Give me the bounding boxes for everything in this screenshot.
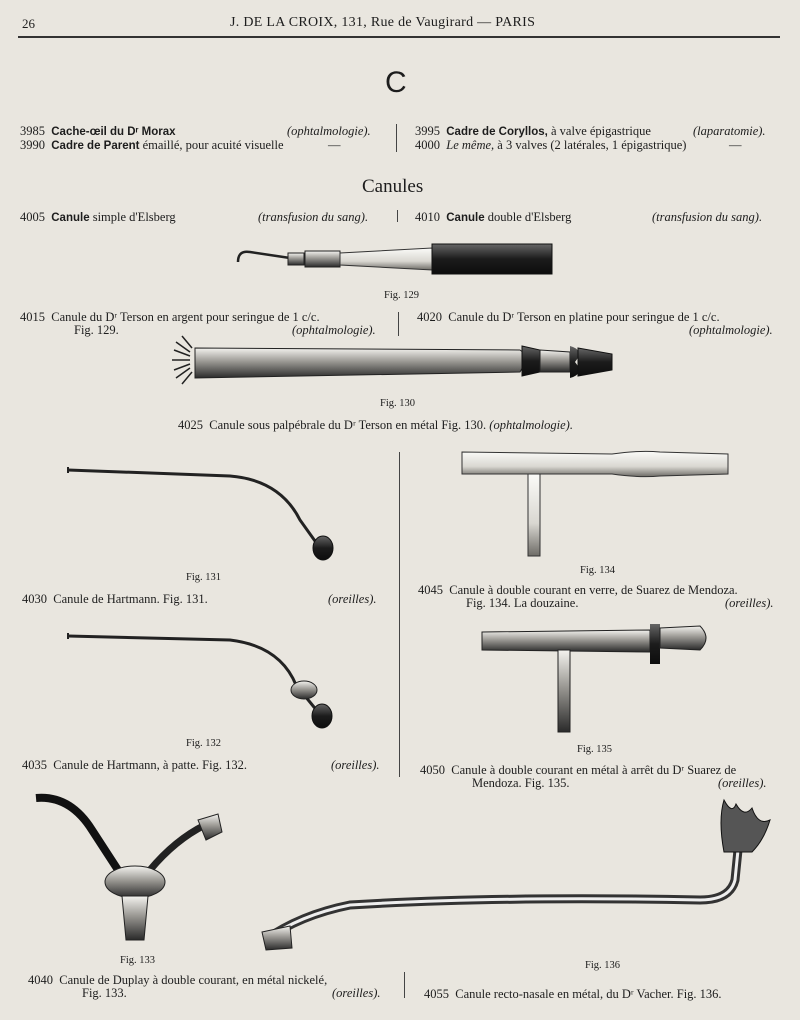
publisher-header: J. DE LA CROIX, 131, Rue de Vaugirard — PARIS — [230, 15, 536, 30]
page-number: 26 — [22, 16, 35, 31]
fig-133-caption: Fig. 133 — [120, 955, 156, 966]
item-4040: 4040 Canule de Duplay à double courant, en métal nickelé, — [28, 973, 328, 987]
item-4030: 4030 Canule de Hartmann. Fig. 131. — [22, 592, 208, 606]
item-4010-category: (transfusion du sang). — [652, 210, 763, 224]
item-4000-category: — — [729, 138, 742, 152]
item-4045-category: (oreilles). — [725, 596, 774, 610]
item-3995: 3995 Cadre de Coryllos, à valve épigastrique — [415, 124, 651, 138]
fig-135-caption: Fig. 135 — [577, 744, 613, 755]
item-4050: 4050 Canule à double courant en métal à arrêt du Dʳ Suarez de — [420, 763, 737, 777]
fig-130-caption: Fig. 130 — [380, 398, 416, 409]
item-3990: 3990 Cadre de Parent émaillé, pour acuité visuelle — [20, 138, 284, 152]
fig-131-caption: Fig. 131 — [186, 572, 222, 583]
fig-129-cannula — [238, 244, 552, 274]
item-4040-category: (oreilles). — [332, 986, 381, 1000]
fig-132-caption: Fig. 132 — [186, 738, 222, 749]
item-3985: 3985 Cache-œil du Dʳ Morax — [20, 124, 176, 138]
item-4035-category: (oreilles). — [331, 758, 380, 772]
item-4005: 4005 Canule simple d'Elsberg — [20, 210, 176, 224]
item-4020-category: (ophtalmologie). — [689, 323, 773, 337]
column-divider — [398, 312, 399, 336]
item-4030-category: (oreilles). — [328, 592, 377, 606]
item-4055: 4055 Canule recto-nasale en métal, du Dʳ Vacher. Fig. 136. — [424, 987, 722, 1001]
fig-132-cannula — [68, 633, 332, 728]
item-4000: 4000 Le même, à 3 valves (2 latérales, 1 épigastrique) — [415, 138, 687, 152]
item-4045: 4045 Canule à double courant en verre, de Suarez de Mendoza. — [418, 583, 738, 597]
column-divider — [399, 452, 400, 777]
fig-134-caption: Fig. 134 — [580, 565, 616, 576]
fig-136-cannula — [262, 800, 770, 950]
fig-131-cannula — [68, 467, 333, 560]
fig-136-caption: Fig. 136 — [585, 960, 621, 971]
fig-129-caption: Fig. 129 — [384, 290, 420, 301]
item-4010: 4010 Canule double d'Elsberg — [415, 210, 572, 224]
item-4015: 4015 Canule du Dʳ Terson en argent pour seringue de 1 c/c. — [20, 310, 320, 324]
fig-134-cannula — [462, 451, 728, 556]
item-3985-category: (ophtalmologie). — [287, 124, 371, 138]
item-4040-fig: Fig. 133. — [82, 986, 127, 1000]
fig-130-cannula — [172, 336, 612, 384]
item-4025: 4025 Canule sous palpébrale du Dʳ Terson en métal Fig. 130. (ophtalmologie). — [178, 418, 573, 432]
section-letter: C — [385, 66, 407, 99]
item-4050-category: (oreilles). — [718, 776, 767, 790]
item-4045-fig: Fig. 134. La douzaine. — [466, 596, 579, 610]
section-title: Canules — [362, 176, 424, 197]
item-4020: 4020 Canule du Dʳ Terson en platine pour seringue de 1 c/c. — [417, 310, 720, 324]
column-divider — [404, 972, 405, 998]
item-4015-fig: Fig. 129. — [74, 323, 119, 337]
item-4015-category: (ophtalmologie). — [292, 323, 376, 337]
item-4005-category: (transfusion du sang). — [258, 210, 369, 224]
fig-135-cannula — [482, 624, 706, 732]
item-3990-category: — — [328, 138, 341, 152]
item-3995-category: (laparatomie). — [693, 124, 766, 138]
item-4035: 4035 Canule de Hartmann, à patte. Fig. 132. — [22, 758, 247, 772]
fig-133-cannula — [36, 798, 222, 940]
item-4050-fig: Mendoza. Fig. 135. — [472, 776, 570, 790]
